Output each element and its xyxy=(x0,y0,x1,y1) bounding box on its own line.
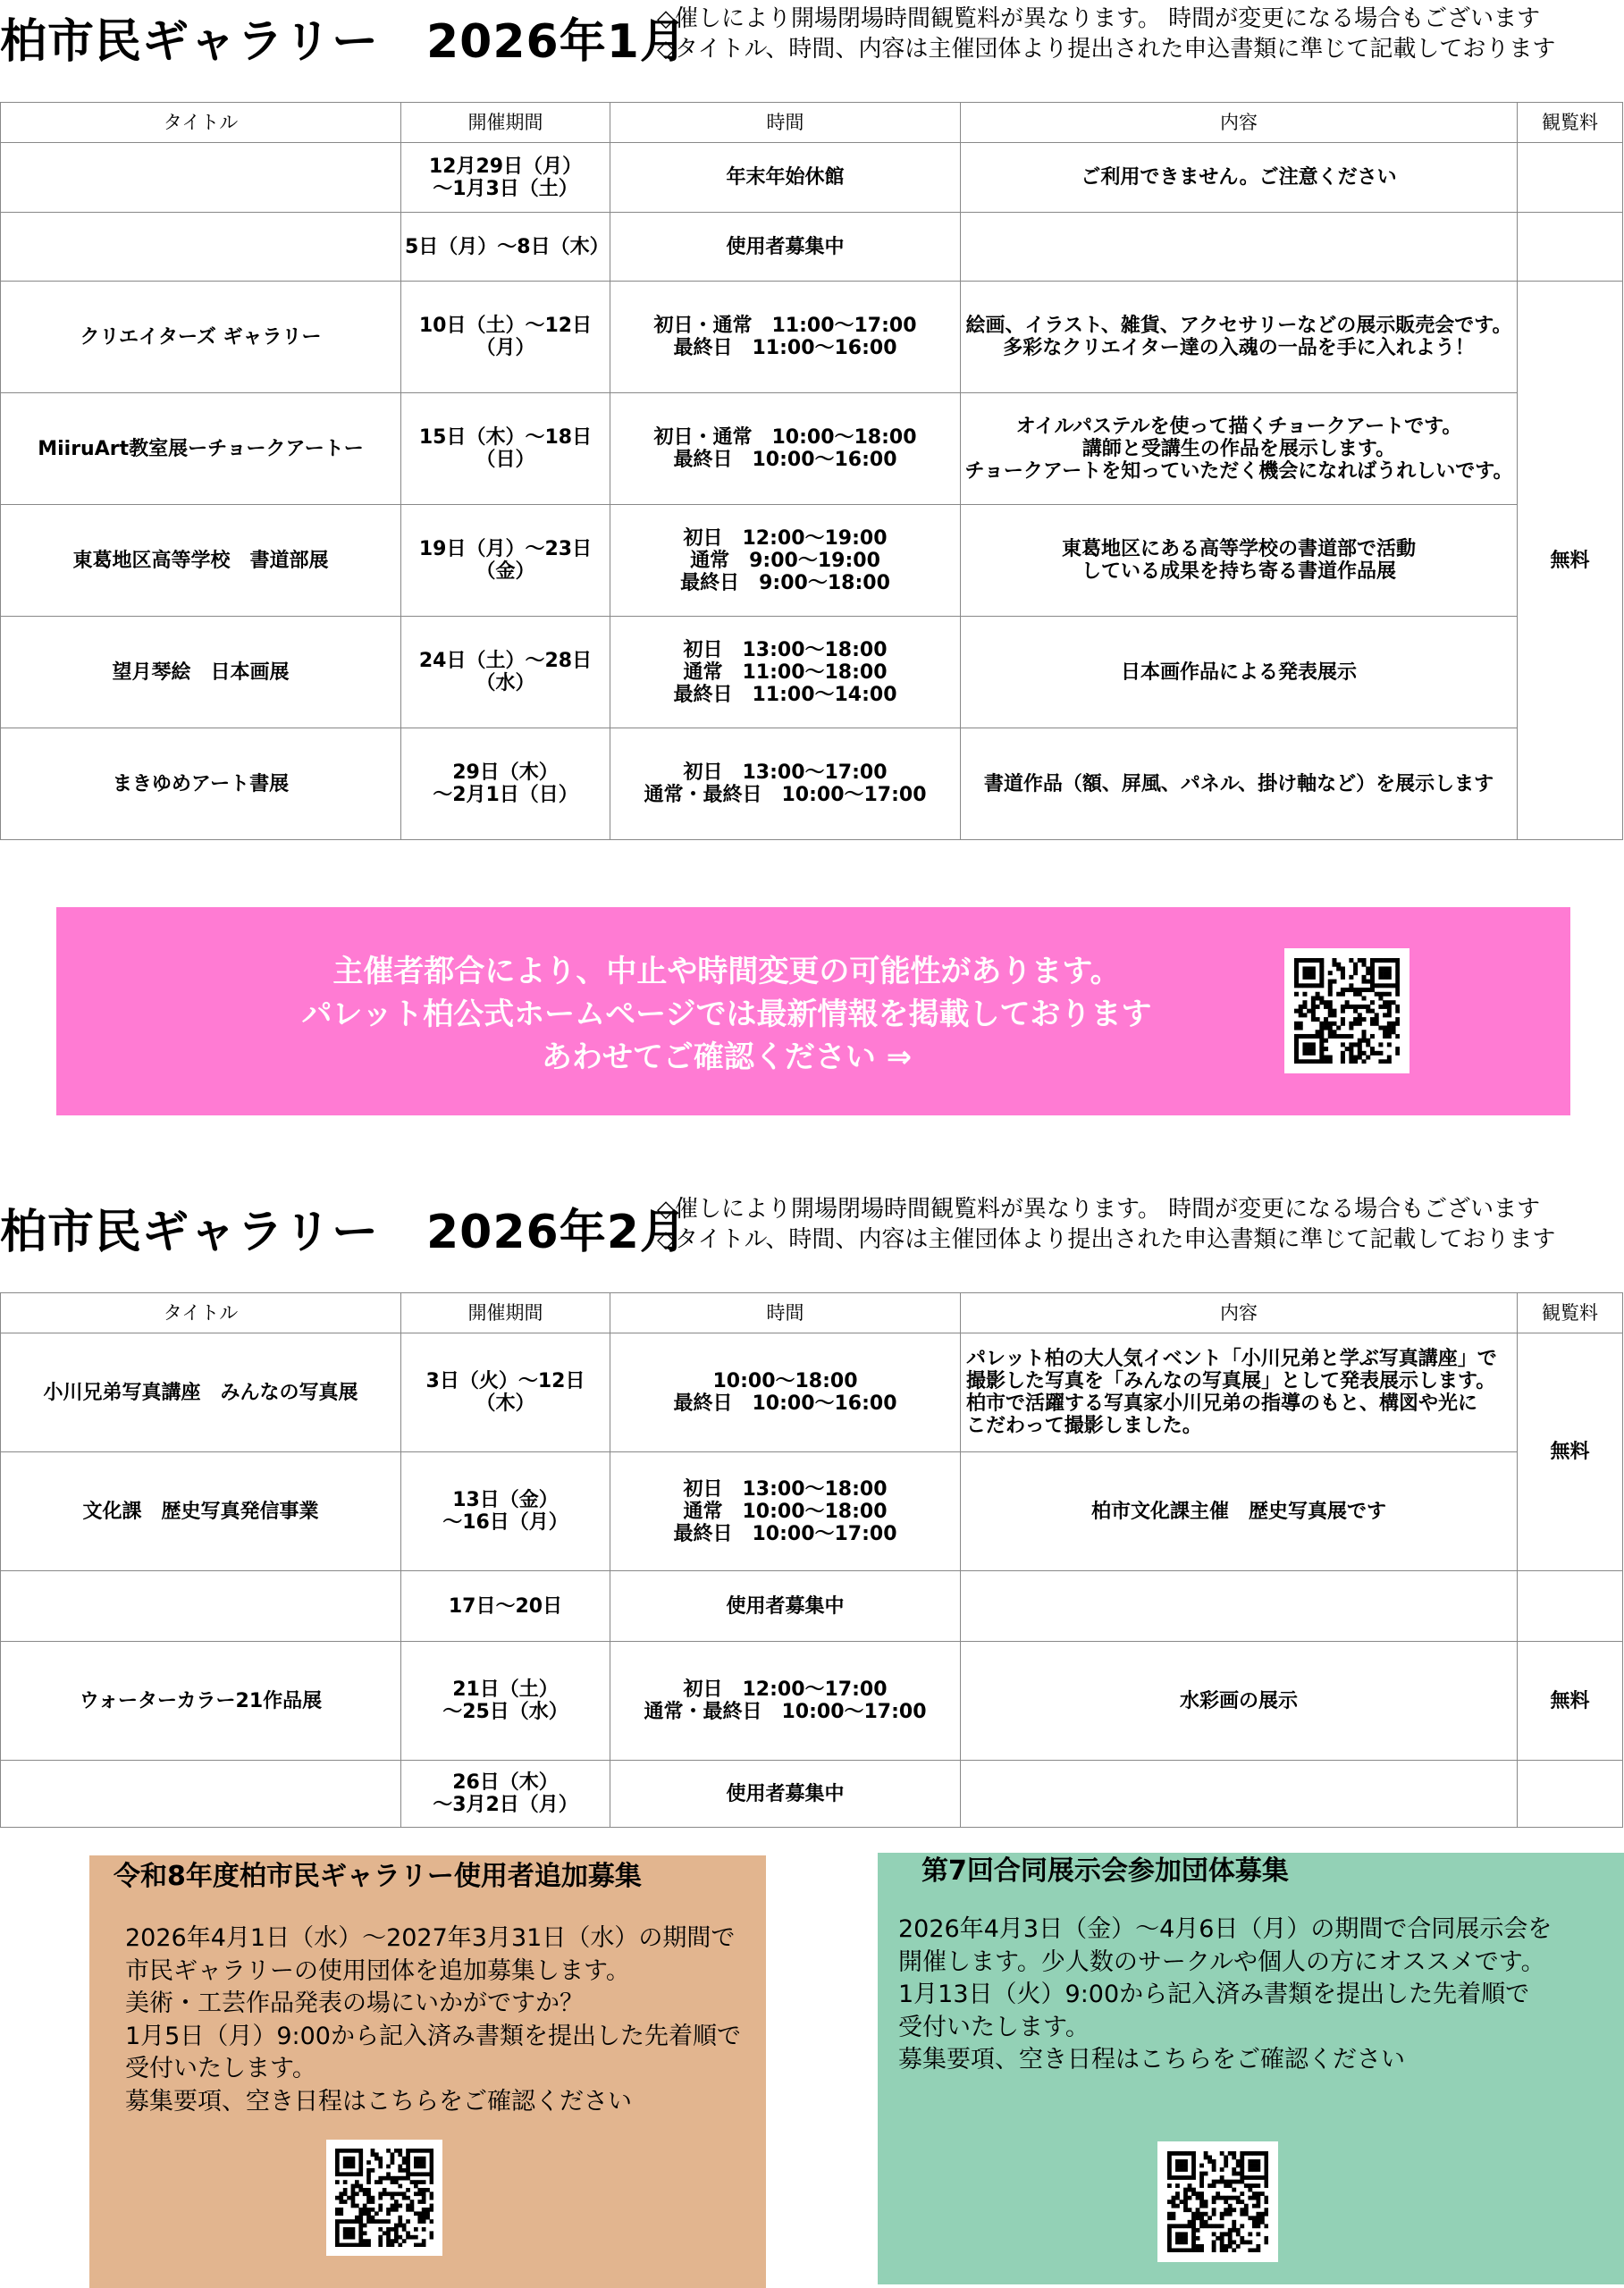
table-row xyxy=(1,505,1623,617)
cell-line: 19日（月）～23日（金） xyxy=(418,538,593,583)
cell-line: パレット柏の大人気イベント「小川兄弟と学ぶ写真講座」で xyxy=(966,1348,1497,1370)
banner-line-3: あわせてご確認ください ⇒ xyxy=(541,1039,913,1075)
cell-line: オイルパステルを使って描くチョークアートです。 xyxy=(1015,415,1462,438)
event-title-cell: 小川兄弟写真講座 みんなの写真展 xyxy=(1,1333,401,1452)
joint-line: 1月13日（火）9:00から記入済み書類を提出した先着順で xyxy=(898,1981,1530,2008)
event-content-cell xyxy=(961,505,1518,617)
col-title-header: タイトル xyxy=(1,1293,401,1333)
banner-line-1: 主催者都合により、中止や時間変更の可能性があります。 xyxy=(332,954,1121,989)
event-period-cell xyxy=(401,1571,610,1642)
cell-line: 29日（木） xyxy=(452,761,559,784)
event-content-cell xyxy=(961,1761,1518,1828)
cell-line: 使用者募集中 xyxy=(726,1782,845,1805)
event-period-cell xyxy=(401,505,610,617)
event-content-cell xyxy=(961,143,1518,213)
event-time-cell xyxy=(610,728,961,840)
event-title-cell xyxy=(1,1761,401,1828)
note-line-1: ◇催しにより開場閉場時間観覧料が異なります。 時間が変更になる場合もございます xyxy=(657,1196,1541,1223)
cell-line: 東葛地区にある高等学校の書道部で活動 xyxy=(1061,538,1416,560)
january-notes xyxy=(657,4,1555,64)
col-title-header: タイトル xyxy=(1,103,401,143)
fee-cell: 無料 xyxy=(1518,1333,1623,1571)
table-header-row xyxy=(1,1293,1623,1333)
fee-cell xyxy=(1518,1761,1623,1828)
cell-line: 通常・最終日 10:00～17:00 xyxy=(644,1701,927,1723)
event-time-cell xyxy=(610,1761,961,1828)
qr-code-icon[interactable] xyxy=(326,2140,442,2256)
event-time-cell xyxy=(610,393,961,505)
joint-exhibition-body xyxy=(898,1914,1552,2077)
cell-line: 3日（火）～12日（木） xyxy=(425,1370,585,1415)
banner-line-2: パレット柏公式ホームページでは最新情報を掲載しております xyxy=(301,997,1152,1032)
cell-line: 最終日 11:00～16:00 xyxy=(673,337,897,359)
fee-cell: 無料 xyxy=(1518,282,1623,840)
col-content-header: 内容 xyxy=(961,103,1518,143)
table-row xyxy=(1,1452,1623,1571)
cell-line: 絵画、イラスト、雑貨、アクセサリーなどの展示販売会です。 xyxy=(965,315,1512,337)
cell-line: している成果を持ち寄る書道作品展 xyxy=(1081,560,1396,583)
cell-line: 10:00～18:00 xyxy=(712,1370,858,1392)
cell-line: 使用者募集中 xyxy=(726,235,845,258)
recruitment-line: 市民ギャラリーの使用団体を追加募集します。 xyxy=(125,1956,630,1985)
cell-line: 通常 10:00～18:00 xyxy=(683,1500,888,1523)
cell-line: 17日～20日 xyxy=(448,1594,563,1618)
event-title-cell: まきゆめアート書展 xyxy=(1,728,401,840)
cell-line: 撮影した写真を「みんなの写真展」として発表展示します。 xyxy=(966,1370,1496,1392)
event-time-cell xyxy=(610,1571,961,1642)
event-title-cell: 東葛地区高等学校 書道部展 xyxy=(1,505,401,617)
event-content-cell xyxy=(961,1452,1518,1571)
cell-line: 21日（土） xyxy=(452,1678,559,1701)
event-time-cell xyxy=(610,213,961,282)
col-time-header: 時間 xyxy=(610,103,961,143)
event-time-cell xyxy=(610,1333,961,1452)
cell-line: 初日・通常 11:00～17:00 xyxy=(653,315,917,337)
col-time-header: 時間 xyxy=(610,1293,961,1333)
table-row xyxy=(1,1333,1623,1452)
fee-cell: 無料 xyxy=(1518,1642,1623,1761)
cell-line: 柏市で活躍する写真家小川兄弟の指導のもと、構図や光に xyxy=(966,1392,1478,1415)
event-content-cell xyxy=(961,393,1518,505)
cell-line: 通常 11:00～18:00 xyxy=(683,660,888,684)
event-time-cell xyxy=(610,1452,961,1571)
cell-line: 最終日 11:00～14:00 xyxy=(673,683,897,706)
cell-line: 通常 9:00～19:00 xyxy=(690,549,880,572)
event-content-cell xyxy=(961,617,1518,728)
table-header-row xyxy=(1,103,1623,143)
cell-line: ご利用できません。ご注意ください xyxy=(1081,166,1397,189)
cell-line: ～1月3日（土） xyxy=(433,177,578,200)
table-row xyxy=(1,728,1623,840)
joint-line: 2026年4月3日（金）～4月6日（月）の期間で合同展示会を xyxy=(898,1915,1552,1943)
table-row xyxy=(1,393,1623,505)
cell-line: 初日・通常 10:00～18:00 xyxy=(653,426,917,449)
fee-cell xyxy=(1518,213,1623,282)
event-period-cell xyxy=(401,1761,610,1828)
recruitment-line: 募集要項、空き日程はこちらをご確認ください xyxy=(125,2087,632,2116)
event-time-cell xyxy=(610,1642,961,1761)
joint-exhibition-notice xyxy=(878,1853,1624,2284)
joint-line: 募集要項、空き日程はこちらをご確認ください xyxy=(898,2046,1405,2074)
cell-line: 最終日 9:00～18:00 xyxy=(680,571,890,594)
joint-exhibition-title: 第7回合同展示会参加団体募集 xyxy=(921,1855,1289,1887)
col-period-header: 開催期間 xyxy=(401,103,610,143)
february-heading: 柏市民ギャラリー 2026年2月 xyxy=(0,1206,687,1259)
joint-line: 開催します。少人数のサークルや個人の方にオススメです。 xyxy=(898,1947,1545,1976)
fee-cell xyxy=(1518,143,1623,213)
cell-line: 日本画作品による発表展示 xyxy=(1120,660,1357,684)
recruitment-line: 美術・工芸作品発表の場にいかがですか？ xyxy=(125,1989,584,2017)
cell-line: 初日 13:00～18:00 xyxy=(683,638,888,661)
event-title-cell: ウォーターカラー21作品展 xyxy=(1,1642,401,1761)
note-line-1: ◇催しにより開場閉場時間観覧料が異なります。 時間が変更になる場合もございます xyxy=(657,5,1541,32)
note-line-2: ◇タイトル、時間、内容は主催団体より提出された申込書類に準じて記載しております xyxy=(657,36,1556,63)
cell-line: 24日（土）～28日（水） xyxy=(418,650,593,694)
cell-line: ～16日（月） xyxy=(442,1511,568,1534)
cell-line: 5日（月）～8日（木） xyxy=(405,235,610,258)
cell-line: 最終日 10:00～17:00 xyxy=(673,1522,897,1545)
february-header xyxy=(0,1190,1624,1280)
recruitment-line: 受付いたします。 xyxy=(125,2055,316,2082)
event-period-cell xyxy=(401,728,610,840)
table-row xyxy=(1,1761,1623,1828)
cell-line: 初日 13:00～17:00 xyxy=(683,761,888,784)
event-period-cell xyxy=(401,143,610,213)
cell-line: 使用者募集中 xyxy=(726,1594,845,1618)
recruitment-notice xyxy=(89,1855,766,2288)
event-period-cell xyxy=(401,393,610,505)
cell-line: 講師と受講生の作品を展示します。 xyxy=(1081,437,1396,460)
recruitment-line: 2026年4月1日（水）～2027年3月31日（水）の期間で xyxy=(125,1924,736,1952)
event-period-cell xyxy=(401,617,610,728)
banner-text xyxy=(56,950,1397,1079)
cell-line: 書道作品（額、屏風、パネル、掛け軸など）を展示します xyxy=(983,772,1494,795)
event-time-cell xyxy=(610,505,961,617)
january-header xyxy=(0,0,1624,89)
event-period-cell xyxy=(401,1333,610,1452)
col-period-header: 開催期間 xyxy=(401,1293,610,1333)
notice-banner xyxy=(56,907,1570,1115)
event-time-cell xyxy=(610,282,961,393)
event-content-cell xyxy=(961,213,1518,282)
table-row xyxy=(1,1642,1623,1761)
event-period-cell xyxy=(401,282,610,393)
february-notes xyxy=(657,1194,1555,1255)
event-title-cell: MiiruArt教室展ーチョークアートー xyxy=(1,393,401,505)
event-period-cell xyxy=(401,1642,610,1761)
col-content-header: 内容 xyxy=(961,1293,1518,1333)
event-title-cell xyxy=(1,213,401,282)
qr-code-icon[interactable] xyxy=(1284,948,1409,1073)
cell-line: チョークアートを知っていただく機会になればうれしいです。 xyxy=(964,459,1513,483)
table-row xyxy=(1,617,1623,728)
joint-line: 受付いたします。 xyxy=(898,2013,1090,2041)
event-content-cell xyxy=(961,728,1518,840)
cell-line: 初日 13:00～18:00 xyxy=(683,1477,888,1501)
january-heading: 柏市民ギャラリー 2026年1月 xyxy=(0,15,687,69)
cell-line: 12月29日（月） xyxy=(428,155,583,178)
cell-line: 水彩画の展示 xyxy=(1179,1689,1298,1712)
event-period-cell xyxy=(401,213,610,282)
event-title-cell xyxy=(1,143,401,213)
cell-line: 初日 12:00～17:00 xyxy=(683,1678,888,1701)
event-time-cell xyxy=(610,617,961,728)
col-fee-header: 観覧料 xyxy=(1518,1293,1623,1333)
table-row xyxy=(1,1571,1623,1642)
recruitment-line: 1月5日（月）9:00から記入済み書類を提出した先着順で xyxy=(125,2022,741,2050)
event-title-cell xyxy=(1,1571,401,1642)
table-row xyxy=(1,213,1623,282)
event-time-cell xyxy=(610,143,961,213)
february-schedule-table xyxy=(0,1292,1623,1828)
col-fee-header: 観覧料 xyxy=(1518,103,1623,143)
event-content-cell xyxy=(961,1642,1518,1761)
event-content-cell xyxy=(961,282,1518,393)
recruitment-body xyxy=(125,1922,741,2118)
cell-line: 通常・最終日 10:00～17:00 xyxy=(644,784,927,806)
qr-code-icon[interactable] xyxy=(1157,2141,1278,2262)
event-content-cell xyxy=(961,1333,1518,1452)
cell-line: 13日（金） xyxy=(452,1489,559,1511)
event-period-cell xyxy=(401,1452,610,1571)
recruitment-title: 令和8年度柏市民ギャラリー使用者追加募集 xyxy=(114,1861,642,1892)
cell-line: 26日（木） xyxy=(452,1771,559,1794)
cell-line: こだわって撮影しました。 xyxy=(966,1415,1202,1437)
cell-line: ～3月2日（月） xyxy=(433,1794,578,1816)
cell-line: ～25日（水） xyxy=(442,1701,568,1723)
january-schedule-table xyxy=(0,102,1623,840)
cell-line: 最終日 10:00～16:00 xyxy=(673,449,897,471)
cell-line: 年末年始休館 xyxy=(726,166,845,189)
table-row xyxy=(1,282,1623,393)
cell-line: 初日 12:00～19:00 xyxy=(683,526,888,550)
cell-line: 多彩なクリエイター達の入魂の一品を手に入れよう！ xyxy=(1003,337,1475,359)
event-title-cell: 文化課 歴史写真発信事業 xyxy=(1,1452,401,1571)
cell-line: ～2月1日（日） xyxy=(433,784,578,806)
table-row xyxy=(1,143,1623,213)
cell-line: 最終日 10:00～16:00 xyxy=(673,1392,897,1415)
note-line-2: ◇タイトル、時間、内容は主催団体より提出された申込書類に準じて記載しております xyxy=(657,1226,1556,1253)
cell-line: 10日（土）～12日（月） xyxy=(418,315,593,359)
cell-line: 柏市文化課主催 歴史写真展です xyxy=(1090,1500,1386,1523)
cell-line: 15日（木）～18日（日） xyxy=(418,426,593,471)
fee-cell xyxy=(1518,1571,1623,1642)
event-title-cell: クリエイターズ ギャラリー xyxy=(1,282,401,393)
event-content-cell xyxy=(961,1571,1518,1642)
event-title-cell: 望月琴絵 日本画展 xyxy=(1,617,401,728)
